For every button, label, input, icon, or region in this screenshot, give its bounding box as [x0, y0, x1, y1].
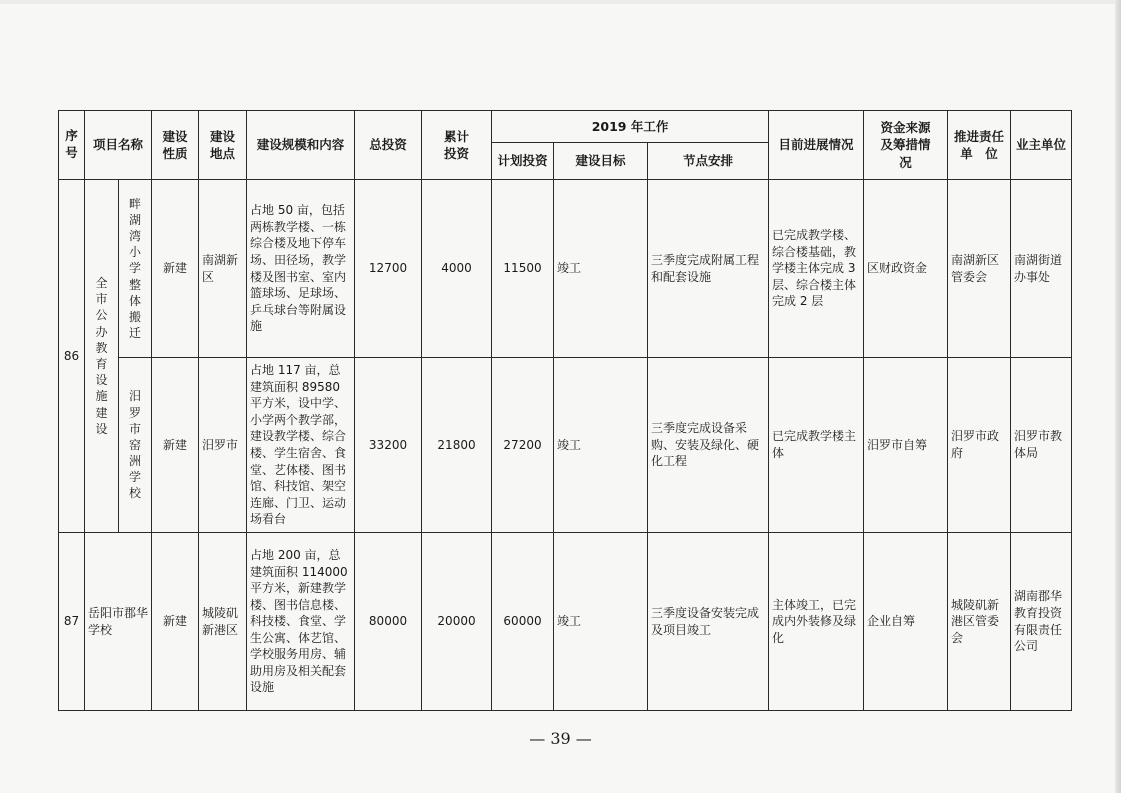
- total-investment-cell: 80000: [355, 533, 422, 711]
- cumulative-investment-cell: 20000: [422, 533, 492, 711]
- table-row: [59, 533, 1072, 711]
- target-cell: 竣工: [554, 533, 648, 711]
- group-seq: 86: [59, 180, 85, 533]
- scan-edge-top: [0, 0, 1121, 4]
- header-cumulative-investment: 累计投资: [422, 111, 492, 180]
- table-row: [59, 180, 1072, 358]
- milestones-cell: 三季度设备安装完成及项目竣工: [648, 533, 769, 711]
- milestones-cell: 三季度完成附属工程和配套设施: [648, 180, 769, 358]
- seq-cell: 87: [59, 533, 85, 711]
- responsible-cell: 城陵矶新港区管委会: [948, 533, 1011, 711]
- funding-cell: 企业自筹: [864, 533, 948, 711]
- header-progress: 目前进展情况: [769, 111, 864, 180]
- total-investment-cell: 33200: [355, 358, 422, 533]
- scale-cell: 占地 117 亩，总建筑面积 89580 平方米，设中学、小学两个教学部，建设教学楼、综合楼、学生宿舍、食堂、艺体楼、图书馆、科技馆、架空连廊、门卫、运动场看台: [247, 358, 355, 533]
- header-target: 建设目标: [554, 143, 648, 180]
- target-cell: 竣工: [554, 358, 648, 533]
- group-name: 全市公办教育设施建设: [85, 180, 119, 533]
- cumulative-investment-cell: 21800: [422, 358, 492, 533]
- scale-cell: 占地 50 亩，包括两栋教学楼、一栋综合楼及地下停车场、田径场，教学楼及图书室、室内篮球场、足球场、乒乓球台等附属设施: [247, 180, 355, 358]
- target-cell: 竣工: [554, 180, 648, 358]
- table-row: [59, 358, 1072, 533]
- owner-cell: 湖南郡华教育投资有限责任公司: [1011, 533, 1072, 711]
- progress-cell: 主体竣工，已完成内外装修及绿化: [769, 533, 864, 711]
- page-number: — 39 —: [529, 729, 592, 748]
- header-responsible: 推进责任单 位: [948, 111, 1011, 180]
- milestones-cell: 三季度完成设备采购、安装及绿化、硬化工程: [648, 358, 769, 533]
- owner-cell: 汨罗市教体局: [1011, 358, 1072, 533]
- nature-cell: 新建: [152, 533, 199, 711]
- nature-cell: 新建: [152, 180, 199, 358]
- header-project-name: 项目名称: [85, 111, 152, 180]
- progress-cell: 已完成教学楼主体: [769, 358, 864, 533]
- funding-cell: 区财政资金: [864, 180, 948, 358]
- header-funding: 资金来源及筹措情况: [864, 111, 948, 180]
- header-seq: 序号: [59, 111, 85, 180]
- location-cell: 城陵矶新港区: [199, 533, 247, 711]
- header-work-2019: 2019 年工作: [492, 111, 769, 143]
- project-name-cell: 岳阳市郡华学校: [85, 533, 152, 711]
- header-planned-investment: 计划投资: [492, 143, 554, 180]
- cumulative-investment-cell: 4000: [422, 180, 492, 358]
- sub-project-name: 畔湖湾小学整体搬迁: [119, 180, 152, 358]
- responsible-cell: 汨罗市政府: [948, 358, 1011, 533]
- responsible-cell: 南湖新区管委会: [948, 180, 1011, 358]
- header-total-investment: 总投资: [355, 111, 422, 180]
- total-investment-cell: 12700: [355, 180, 422, 358]
- planned-investment-cell: 27200: [492, 358, 554, 533]
- scale-cell: 占地 200 亩，总建筑面积 114000 平方米，新建教学楼、图书信息楼、科技楼、食堂、学生公寓、体艺馆、学校服务用房、辅助用房及相关配套设施: [247, 533, 355, 711]
- progress-cell: 已完成教学楼、综合楼基础，教学楼主体完成 3 层、综合楼主体完成 2 层: [769, 180, 864, 358]
- planned-investment-cell: 60000: [492, 533, 554, 711]
- location-cell: 南湖新区: [199, 180, 247, 358]
- header-nature: 建设性质: [152, 111, 199, 180]
- location-cell: 汨罗市: [199, 358, 247, 533]
- header-owner: 业主单位: [1011, 111, 1072, 180]
- header-milestones: 节点安排: [648, 143, 769, 180]
- sub-project-name: 汨罗市窑洲学校: [119, 358, 152, 533]
- project-table: [58, 110, 1072, 711]
- planned-investment-cell: 11500: [492, 180, 554, 358]
- funding-cell: 汨罗市自筹: [864, 358, 948, 533]
- header-scale: 建设规模和内容: [247, 111, 355, 180]
- scan-edge-right: [1115, 0, 1121, 793]
- nature-cell: 新建: [152, 358, 199, 533]
- header-location: 建设地点: [199, 111, 247, 180]
- owner-cell: 南湖街道办事处: [1011, 180, 1072, 358]
